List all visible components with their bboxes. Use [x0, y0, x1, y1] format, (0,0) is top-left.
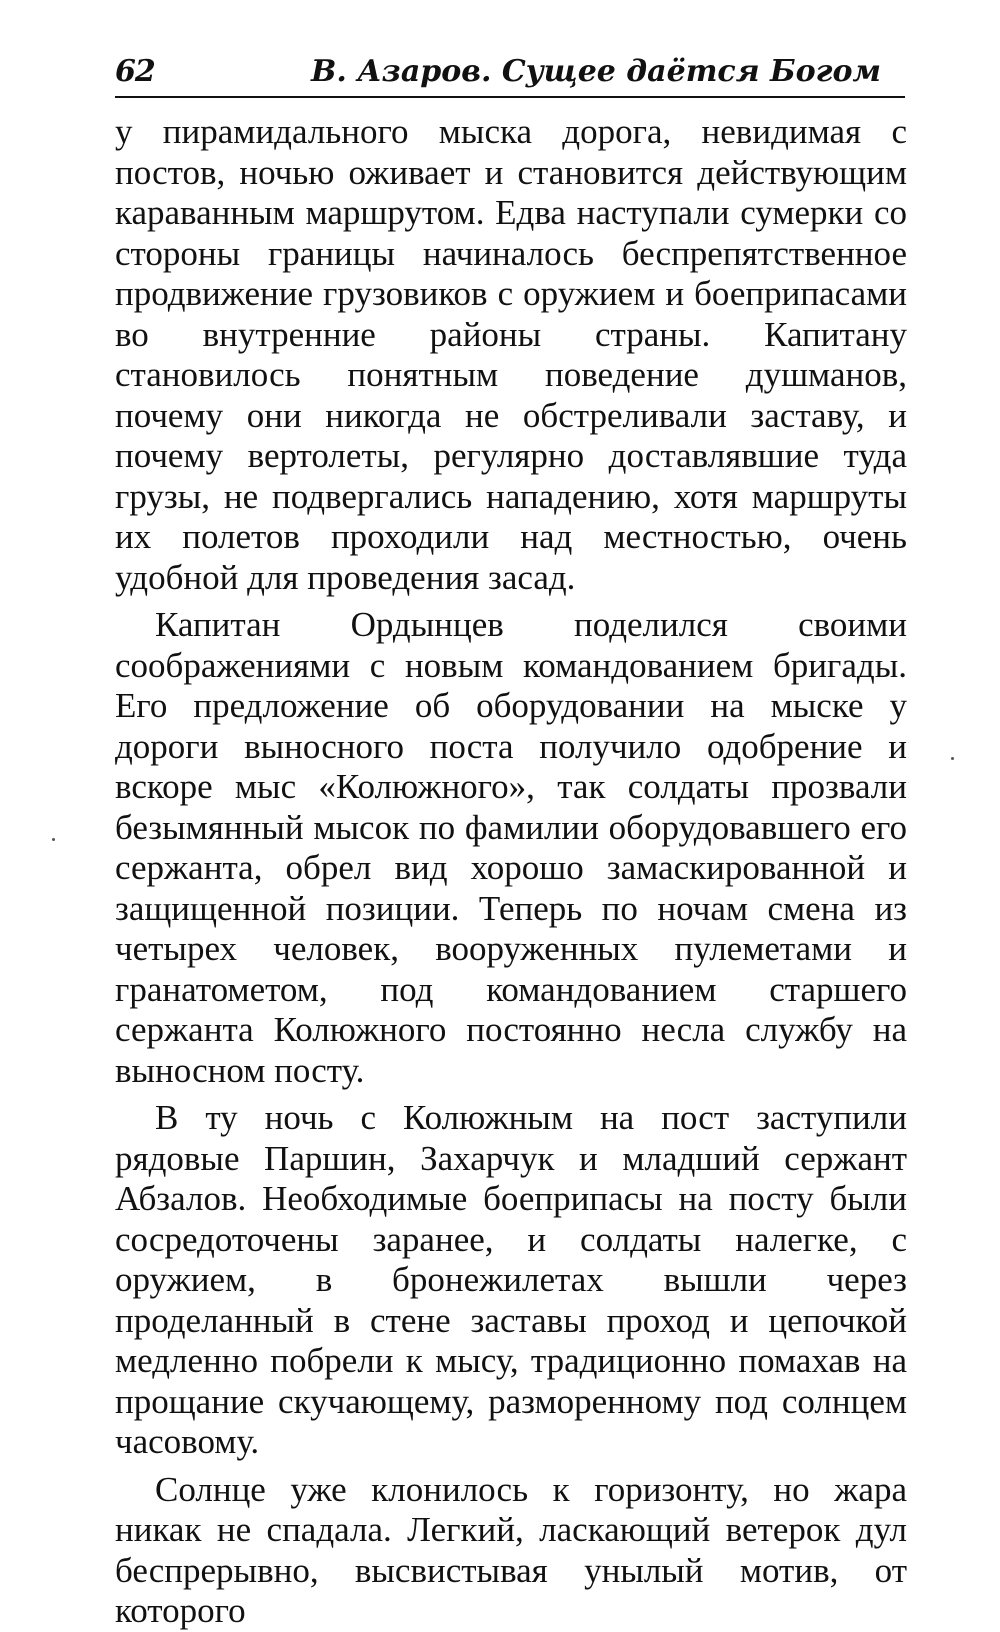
paragraph: В ту ночь с Колюжным на пост заступили рядовые Паршин, Захарчук и младший сержант Абзалов. Необходимые боеприпасы на посту были сосредоточены заранее, и солдаты налегке, с оружием, в бронежилетах вышли через проделанный в стене заставы проход и цепочкой медленно побрели к мысу, традиционно помахав на прощание скучающему, разморенному под солнцем часовому. — [115, 1098, 907, 1461]
scan-speck — [951, 757, 954, 760]
page-header — [115, 48, 905, 98]
paragraph: Солнце уже клонилось к горизонту, но жара никак не спадала. Легкий, ласкающий ветерок дул беспрерывно, высвистывая унылый мотив, от которого — [115, 1469, 907, 1630]
body-text — [115, 112, 907, 1632]
page-number: 62 — [115, 54, 155, 89]
running-head: В. Азаров. Сущее даётся Богом — [311, 54, 882, 89]
scan-speck — [52, 838, 55, 841]
paragraph: Капитан Ордынцев поделился своими соображениями с новым командованием бригады. Его предложение об оборудовании на мыске у дороги выносного поста получило одобрение и вскоре мыс «Колюжного», так солдаты прозвали безымянный мысок по фамилии оборудовавшего его сержанта, обрел вид хорошо замаскированной и защищенной позиции. Теперь по ночам смена из четырех человек, вооруженных пулеметами и гранатометом, под командованием старшего сержанта Колюжного постоянно несла службу на выносном посту. — [115, 605, 907, 1090]
paragraph: у пирамидального мыска дорога, невидимая с постов, ночью оживает и становится действующим караванным маршрутом. Едва наступали сумерки со стороны границы начиналось беспрепятственное продвижение грузовиков с оружием и боеприпасами во внутренние районы страны. Капитану становилось понятным поведение душманов, почему они никогда не обстреливали заставу, и почему вертолеты, регулярно доставлявшие туда грузы, не подвергались нападению, хотя маршруты их полетов проходили над местностью, очень удобной для проведения засад. — [115, 112, 907, 597]
